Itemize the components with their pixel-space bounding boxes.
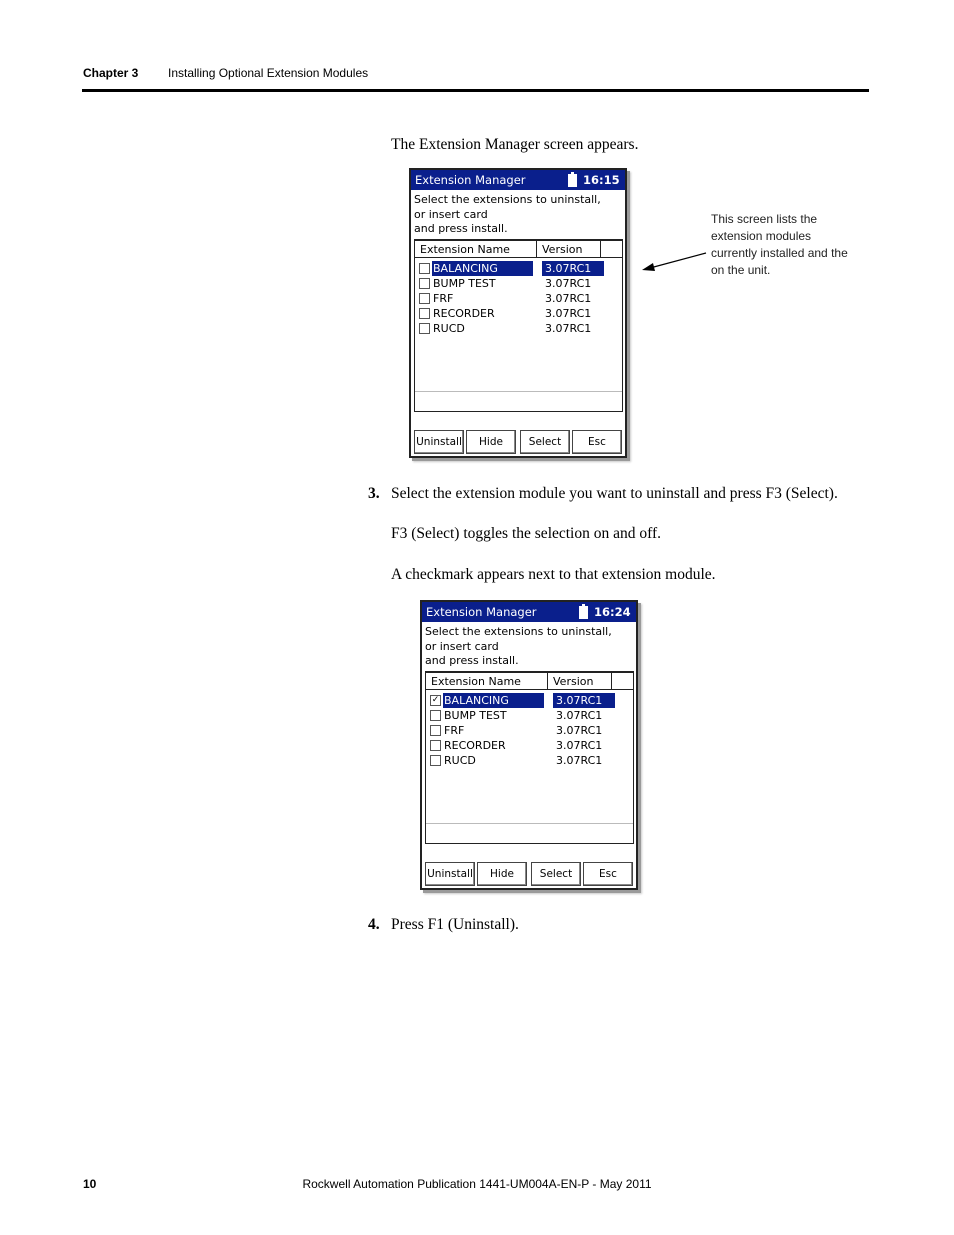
list-item[interactable] [428,693,614,708]
screen-title: Extension Manager [426,605,537,619]
extension-name: RUCD [444,754,476,767]
extension-name: RECORDER [444,739,506,752]
instruction-line: or insert card [425,639,499,653]
column-header-version[interactable]: Version [548,673,612,690]
list-item[interactable] [428,753,614,768]
function-key-bar [425,862,635,886]
chapter-title: Installing Optional Extension Modules [168,66,369,80]
screen-titlebar [422,602,636,622]
extension-name: BALANCING [443,693,544,708]
publication-info: Rockwell Automation Publication 1441-UM004A-EN-P - May 2011 [302,1177,652,1191]
list-item[interactable] [417,276,603,291]
instruction-line: Select the extensions to uninstall, [414,193,601,206]
checkbox[interactable] [430,740,441,751]
checkbox[interactable] [419,323,430,334]
extension-name: RECORDER [433,307,495,320]
extension-list[interactable] [425,671,634,844]
checkbox[interactable] [430,710,441,721]
extension-version: 3.07RC1 [542,261,604,276]
extension-version: 3.07RC1 [553,693,615,708]
checkbox[interactable] [419,263,430,274]
select-button[interactable]: Select [531,862,581,886]
screen-instructions [414,193,624,237]
function-key-bar [414,430,624,454]
column-header-name[interactable]: Extension Name [426,673,548,690]
list-divider [426,823,633,824]
list-item[interactable] [428,708,614,723]
instruction-line: or insert card [414,207,488,221]
step-number: 4. [368,916,380,933]
column-header-version[interactable]: Version [537,241,601,258]
select-button[interactable]: Select [520,430,570,454]
list-item[interactable] [417,291,603,306]
column-header-blank [612,673,633,690]
step-text: Press F1 (Uninstall). [391,916,519,933]
chapter-label: Chapter 3 [83,66,139,80]
extension-version: 3.07RC1 [556,754,603,767]
screen-titlebar [411,170,625,190]
step-text: Select the extension module you want to uninstall and press F3 (Select). [391,485,838,502]
extension-name: BALANCING [432,261,533,276]
clock-time: 16:15 [583,173,620,187]
extension-version: 3.07RC1 [545,307,592,320]
battery-icon [568,174,577,187]
instruction-line: and press install. [414,222,508,235]
column-header-blank [601,241,622,258]
callout-arrow-icon [640,250,710,274]
list-item[interactable] [417,261,603,276]
extension-name: FRF [444,724,465,737]
screen-instructions [425,625,635,669]
instruction-line: Select the extensions to uninstall, [425,625,612,638]
column-header-name[interactable]: Extension Name [415,241,537,258]
extension-name: FRF [433,292,454,305]
esc-button[interactable]: Esc [583,862,633,886]
checkbox[interactable] [419,308,430,319]
extension-list[interactable] [414,239,623,412]
hide-button[interactable]: Hide [466,430,516,454]
list-item[interactable] [417,306,603,321]
list-item[interactable] [428,723,614,738]
checkbox[interactable] [419,278,430,289]
uninstall-button[interactable]: Uninstall [414,430,464,454]
instruction-line: and press install. [425,654,519,667]
extension-name: BUMP TEST [444,709,507,722]
list-item[interactable] [428,738,614,753]
checkbox[interactable] [430,725,441,736]
list-item[interactable] [417,321,603,336]
extension-manager-screen-1 [409,168,627,458]
extension-version: 3.07RC1 [556,739,603,752]
step-note: F3 (Select) toggles the selection on and off. [391,525,662,542]
screen-title: Extension Manager [415,173,526,187]
extension-manager-screen-2 [420,600,638,890]
step-note: A checkmark appears next to that extension module. [391,566,716,583]
page-number: 10 [83,1177,97,1191]
extension-name: BUMP TEST [433,277,496,290]
uninstall-button[interactable]: Uninstall [425,862,475,886]
extension-version: 3.07RC1 [545,277,592,290]
list-divider [415,391,622,392]
intro-text: The Extension Manager screen appears. [391,136,639,153]
extension-version: 3.07RC1 [556,709,603,722]
extension-version: 3.07RC1 [545,322,592,335]
extension-name: RUCD [433,322,465,335]
extension-version: 3.07RC1 [556,724,603,737]
battery-icon [579,606,588,619]
checkbox[interactable] [430,755,441,766]
checkbox[interactable] [419,293,430,304]
step-number: 3. [368,485,380,502]
checkbox-checked[interactable]: ✓ [431,695,440,705]
clock-time: 16:24 [594,605,631,619]
hide-button[interactable]: Hide [477,862,527,886]
esc-button[interactable]: Esc [572,430,622,454]
extension-version: 3.07RC1 [545,292,592,305]
header-rule [82,89,869,92]
callout-text: This screen lists the extension modules currently installed and the on the unit. [711,212,848,277]
